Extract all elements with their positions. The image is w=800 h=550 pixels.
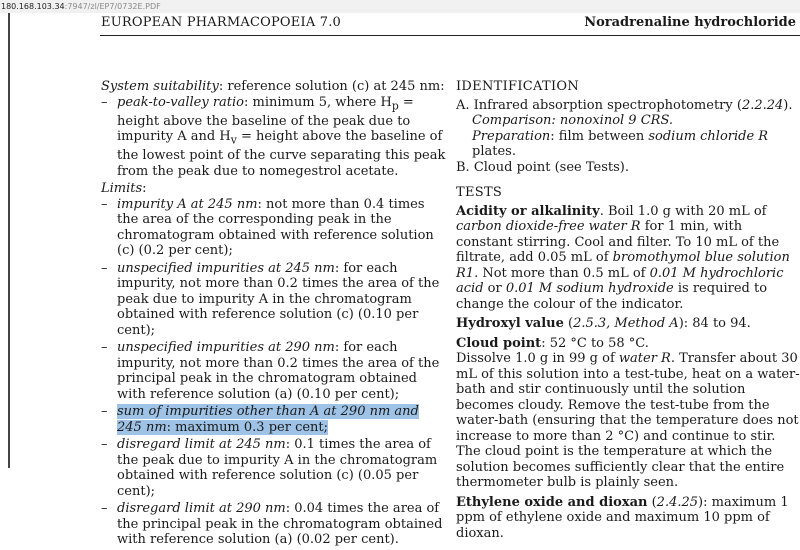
url-host: 180.168.103.34 [1,2,65,11]
dash-bullet: – [101,437,108,453]
dash-bullet: – [101,501,108,517]
header-rule [100,35,800,36]
tests-heading: TESTS [456,185,503,200]
identification-b: B. Cloud point (see Tests). [456,159,629,175]
limit-item: – disregard limit at 290 nm: 0.04 times the area of the principal peak in the chromatogram obtained with reference solution (a) (0.02 per cent). [101,501,443,548]
limit-item: – impurity A at 245 nm: not more than 0.4 times the area of the corresponding peak in the chromatogram obtained with reference solution (c) (0.2 per cent); [101,196,434,259]
limit-item: – unspecified impurities at 290 nm: for each impurity, not more than 0.2 times the area of the principal peak in the chromatogram obtained with reference solution (a) (0.10 per cent); [101,340,440,402]
dash-bullet: – [101,340,108,356]
identification-a: A. Infrared absorption spectrophotometry (2.2.24). [456,97,793,113]
running-header-right: Noradrenaline hydrochloride [584,15,796,30]
url-path: :7947/zl/EP7/0732E.PDF [64,2,161,11]
left-column [101,79,446,550]
ethylene-oxide-dioxan: Ethylene oxide and dioxan (2.4.25): maximum 1 ppm of ethylene oxide and maximum 10 ppm of dioxan. [456,494,789,541]
comparison: Comparison: nonoxinol 9 CRS. [472,113,674,128]
limit-item: – disregard limit at 245 nm: 0.1 times the area of the peak due to impurity A in the chromatogram obtained with reference solution (c) (0.05 per cent); [101,437,438,499]
page-edge-line [8,13,10,468]
cloud-point-method: Dissolve 1.0 g in 99 g of water R. Transfer about 30 mL of this solution into a test-tube, heat on a water-bath and stir continuously until the solution becomes cloudy. Remove the test-tube from the water-bath (ensuring that the temperature does not increase to more than 2 °C) and continue to stir. The cloud point is the temperature at which the solution becomes sufficiently clear that the entire thermometer bulb is plainly seen. [456,351,800,490]
limit-item: – unspecified impurities at 245 nm: for each impurity, not more than 0.2 times the area of the peak due to impurity A in the chromatogram obtained with reference solution (c) (0.10 per cent); [101,260,440,338]
text-selection[interactable]: sum of impurities other than A at 290 nm and 245 nm: maximum 0.3 per cent; [117,404,419,435]
cloud-point: Cloud point: 52 °C to 58 °C. [456,335,649,351]
peak-to-valley-item: – peak-to-valley ratio: minimum 5, where $H_p$ = height above the baseline of the peak due to impurity A and $H_v$ = height above the baseline of the lowest point of the curve separating this peak from the peak due to nomegestrol acetate. [101,94,446,179]
pdf-page [0,13,800,548]
dash-bullet: – [101,94,108,110]
dash-bullet: – [101,196,108,212]
identification-heading: IDENTIFICATION [456,79,580,94]
limit-item-highlighted[interactable] [101,404,446,435]
acidity-alkalinity: Acidity or alkalinity. Boil 1.0 g with 20 mL of carbon dioxide-free water R for 1 min, with constant stirring. Cool and filter. To 10 mL of the filtrate, add 0.05 mL of bromothymol blue solution R1. Not more than 0.5 mL of 0.01 M hydrochloric acid or 0.01 M sodium hydroxide is required to change the colour of the indicator. [456,203,790,312]
limits-label: Limits: [101,181,147,197]
hydroxyl-value: Hydroxyl value (2.5.3, Method A): 84 to 94. [456,316,751,331]
dash-bullet: – [101,404,108,420]
right-column [456,79,800,541]
preparation: Preparation: film between sodium chloride R plates. [472,128,769,159]
running-header-left: EUROPEAN PHARMACOPOEIA 7.0 [101,15,342,30]
system-suitability: System suitability: reference solution (c) at 245 nm: [101,79,445,94]
dash-bullet: – [101,260,108,276]
address-bar[interactable] [0,0,800,13]
